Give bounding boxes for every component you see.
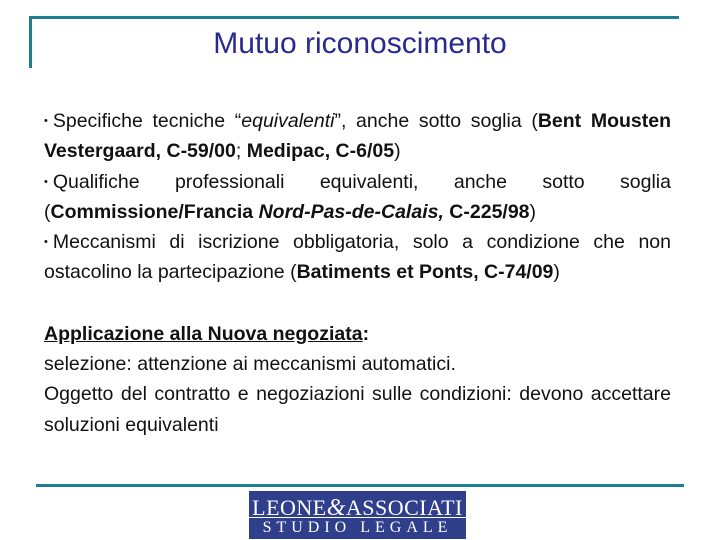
footer-divider <box>36 484 684 487</box>
bullet-icon: • <box>44 236 48 249</box>
slide-title: Mutuo riconoscimento <box>213 27 507 60</box>
slide-content <box>44 106 671 440</box>
section-heading: Applicazione alla Nuova negoziata: <box>44 322 370 345</box>
bullet-item: • Meccanismi di iscrizione obbligatoria, solo a condizione che non ostacolino la partecipazione (Batiments et Ponts, C-74/09) <box>44 231 671 284</box>
title-frame-top <box>29 16 679 19</box>
spacer <box>44 288 671 319</box>
logo-name: LEONE&ASSOCIATI <box>252 495 463 521</box>
section-line: Oggetto del contratto e negoziazioni sulle condizioni: devono accettare soluzioni equivalenti <box>44 383 671 436</box>
section-line: selezione: attenzione ai meccanismi automatici. <box>44 353 456 376</box>
logo-subtitle: STUDIO LEGALE <box>249 517 466 537</box>
bullet-item: • Specifiche tecniche “equivalenti”, anche sotto soglia (Bent Mousten Vestergaard, C-59/00; Medipac, C-6/05) <box>44 110 671 163</box>
bullet-item: • Qualifiche professionali equivalenti, anche sotto soglia (Commissione/Francia Nord-Pas-de-Calais, C-225/98) <box>44 170 671 223</box>
bullet-icon: • <box>44 175 48 188</box>
leone-associati-logo <box>249 491 466 539</box>
bullet-icon: • <box>44 115 48 127</box>
